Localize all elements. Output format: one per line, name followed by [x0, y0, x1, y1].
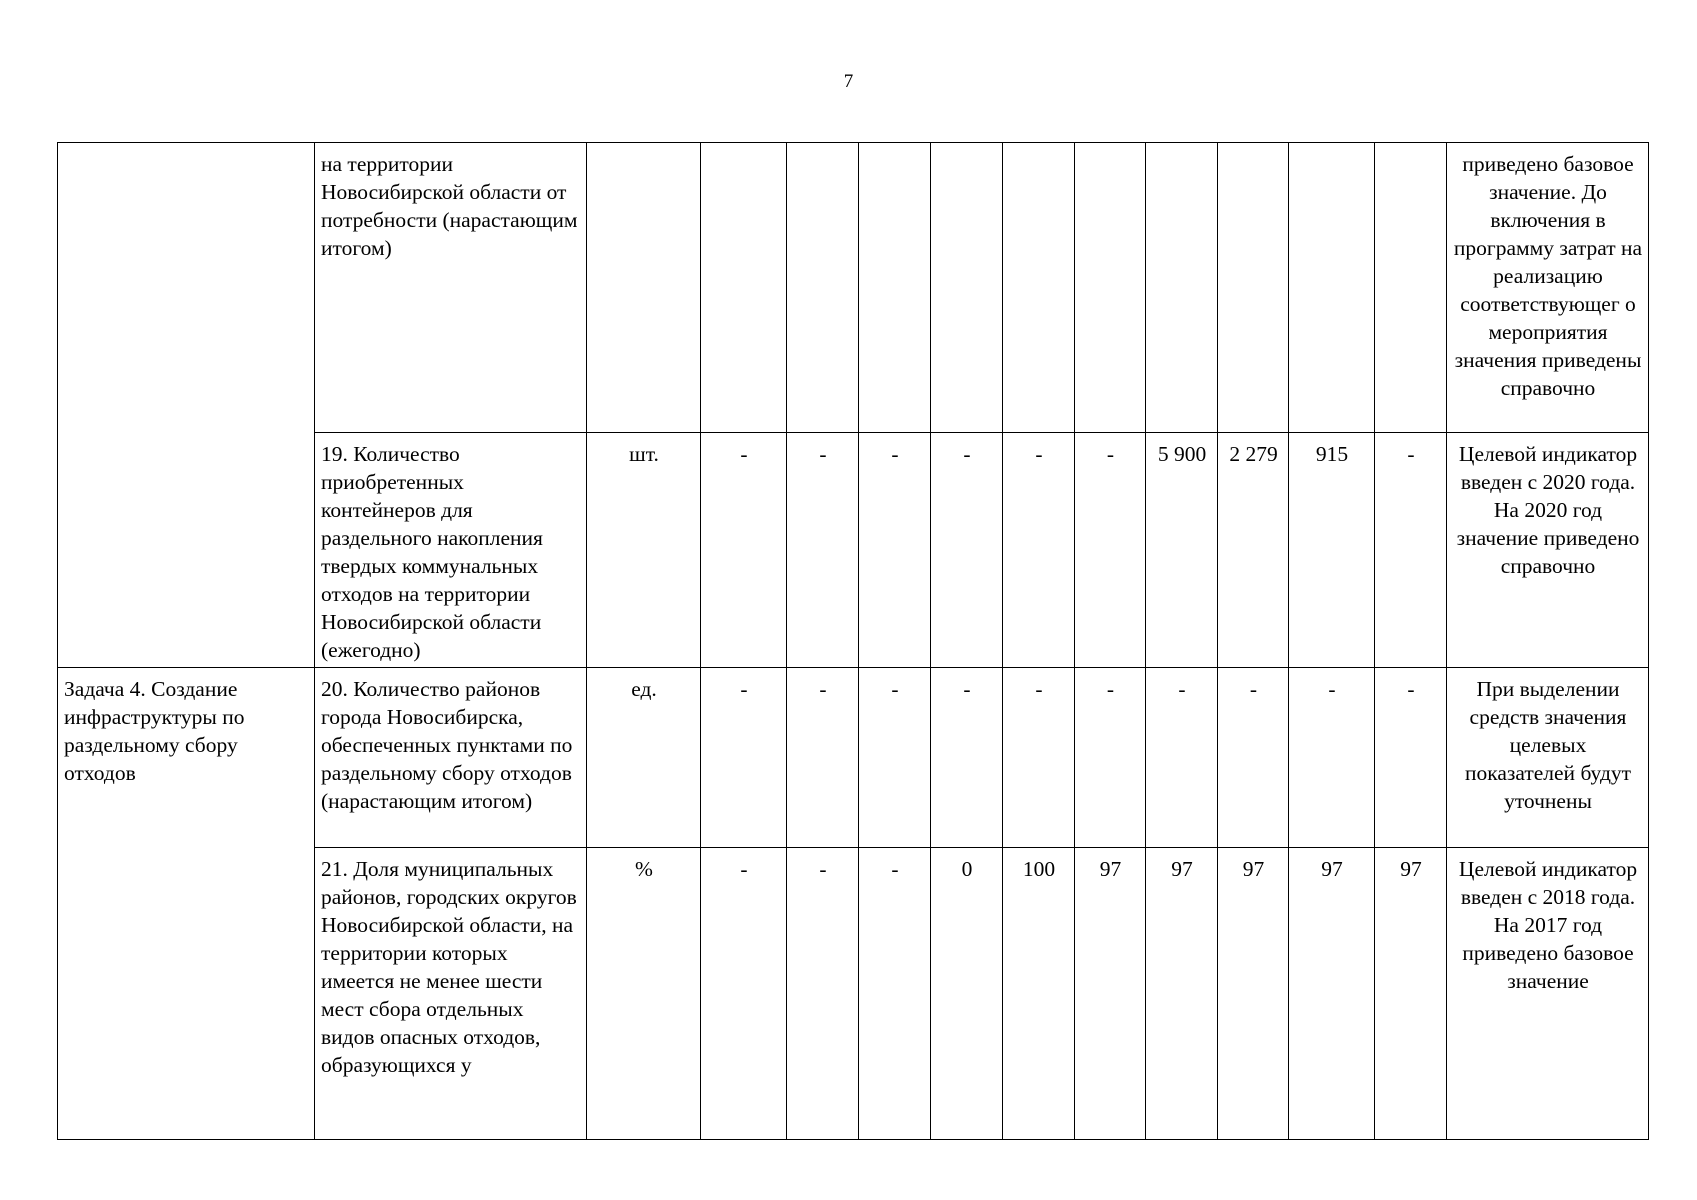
- note-cell: Целевой индикатор введен с 2020 года. На 2020 год значение приведено справочно: [1447, 433, 1649, 668]
- value-cell: -: [701, 433, 787, 668]
- task-cell: Задача 4. Создание инфраструктуры по раздельному сбору отходов: [58, 668, 315, 1140]
- unit-cell: %: [587, 848, 701, 1140]
- value-cell: -: [787, 668, 859, 848]
- value-cell: -: [787, 433, 859, 668]
- value-cell: -: [931, 433, 1003, 668]
- unit-cell: ед.: [587, 668, 701, 848]
- indicator-cell: на территории Новосибирской области от потребности (нарастающим итогом): [315, 143, 587, 433]
- value-cell: -: [701, 848, 787, 1140]
- value-cell: -: [1375, 668, 1447, 848]
- value-cell: 5 900: [1146, 433, 1218, 668]
- table-row: [58, 668, 1649, 848]
- value-cell: -: [701, 668, 787, 848]
- value-cell: -: [1003, 433, 1075, 668]
- value-cell: -: [931, 668, 1003, 848]
- value-cell: -: [1075, 668, 1146, 848]
- table-row: [58, 143, 1649, 433]
- indicator-cell: 21. Доля муниципальных районов, городских округов Новосибирской области, на территории которых имеется не менее шести мест сбора отдельных видов опасных отходов, образующихся у: [315, 848, 587, 1140]
- value-cell: 915: [1289, 433, 1375, 668]
- value-cell: [1003, 143, 1075, 433]
- value-cell: 97: [1289, 848, 1375, 1140]
- note-cell: При выделении средств значения целевых показателей будут уточнены: [1447, 668, 1649, 848]
- value-cell: 100: [1003, 848, 1075, 1140]
- indicator-cell: 20. Количество районов города Новосибирска, обеспеченных пунктами по раздельному сбору отходов (нарастающим итогом): [315, 668, 587, 848]
- value-cell: -: [787, 848, 859, 1140]
- value-cell: [1218, 143, 1289, 433]
- value-cell: -: [1146, 668, 1218, 848]
- value-cell: 97: [1075, 848, 1146, 1140]
- value-cell: [1075, 143, 1146, 433]
- value-cell: -: [1218, 668, 1289, 848]
- value-cell: -: [1375, 433, 1447, 668]
- note-cell: приведено базовое значение. До включения в программу затрат на реализацию соответствующег о мероприятия значения приведены справочно: [1447, 143, 1649, 433]
- value-cell: 97: [1146, 848, 1218, 1140]
- value-cell: [859, 143, 931, 433]
- value-cell: -: [859, 433, 931, 668]
- value-cell: -: [859, 848, 931, 1140]
- value-cell: [701, 143, 787, 433]
- value-cell: [1289, 143, 1375, 433]
- value-cell: [931, 143, 1003, 433]
- value-cell: -: [1289, 668, 1375, 848]
- indicators-table: [57, 142, 1649, 1140]
- unit-cell: [587, 143, 701, 433]
- value-cell: 2 279: [1218, 433, 1289, 668]
- value-cell: [1375, 143, 1447, 433]
- note-cell: Целевой индикатор введен с 2018 года. На 2017 год приведено базовое значение: [1447, 848, 1649, 1140]
- indicator-cell: 19. Количество приобретенных контейнеров для раздельного накопления твердых коммунальных отходов на территории Новосибирской области (ежегодно): [315, 433, 587, 668]
- value-cell: -: [1075, 433, 1146, 668]
- value-cell: [787, 143, 859, 433]
- value-cell: -: [859, 668, 931, 848]
- value-cell: 0: [931, 848, 1003, 1140]
- page-number: 7: [843, 71, 854, 92]
- task-cell: [58, 143, 315, 668]
- unit-cell: шт.: [587, 433, 701, 668]
- value-cell: 97: [1218, 848, 1289, 1140]
- value-cell: 97: [1375, 848, 1447, 1140]
- value-cell: -: [1003, 668, 1075, 848]
- value-cell: [1146, 143, 1218, 433]
